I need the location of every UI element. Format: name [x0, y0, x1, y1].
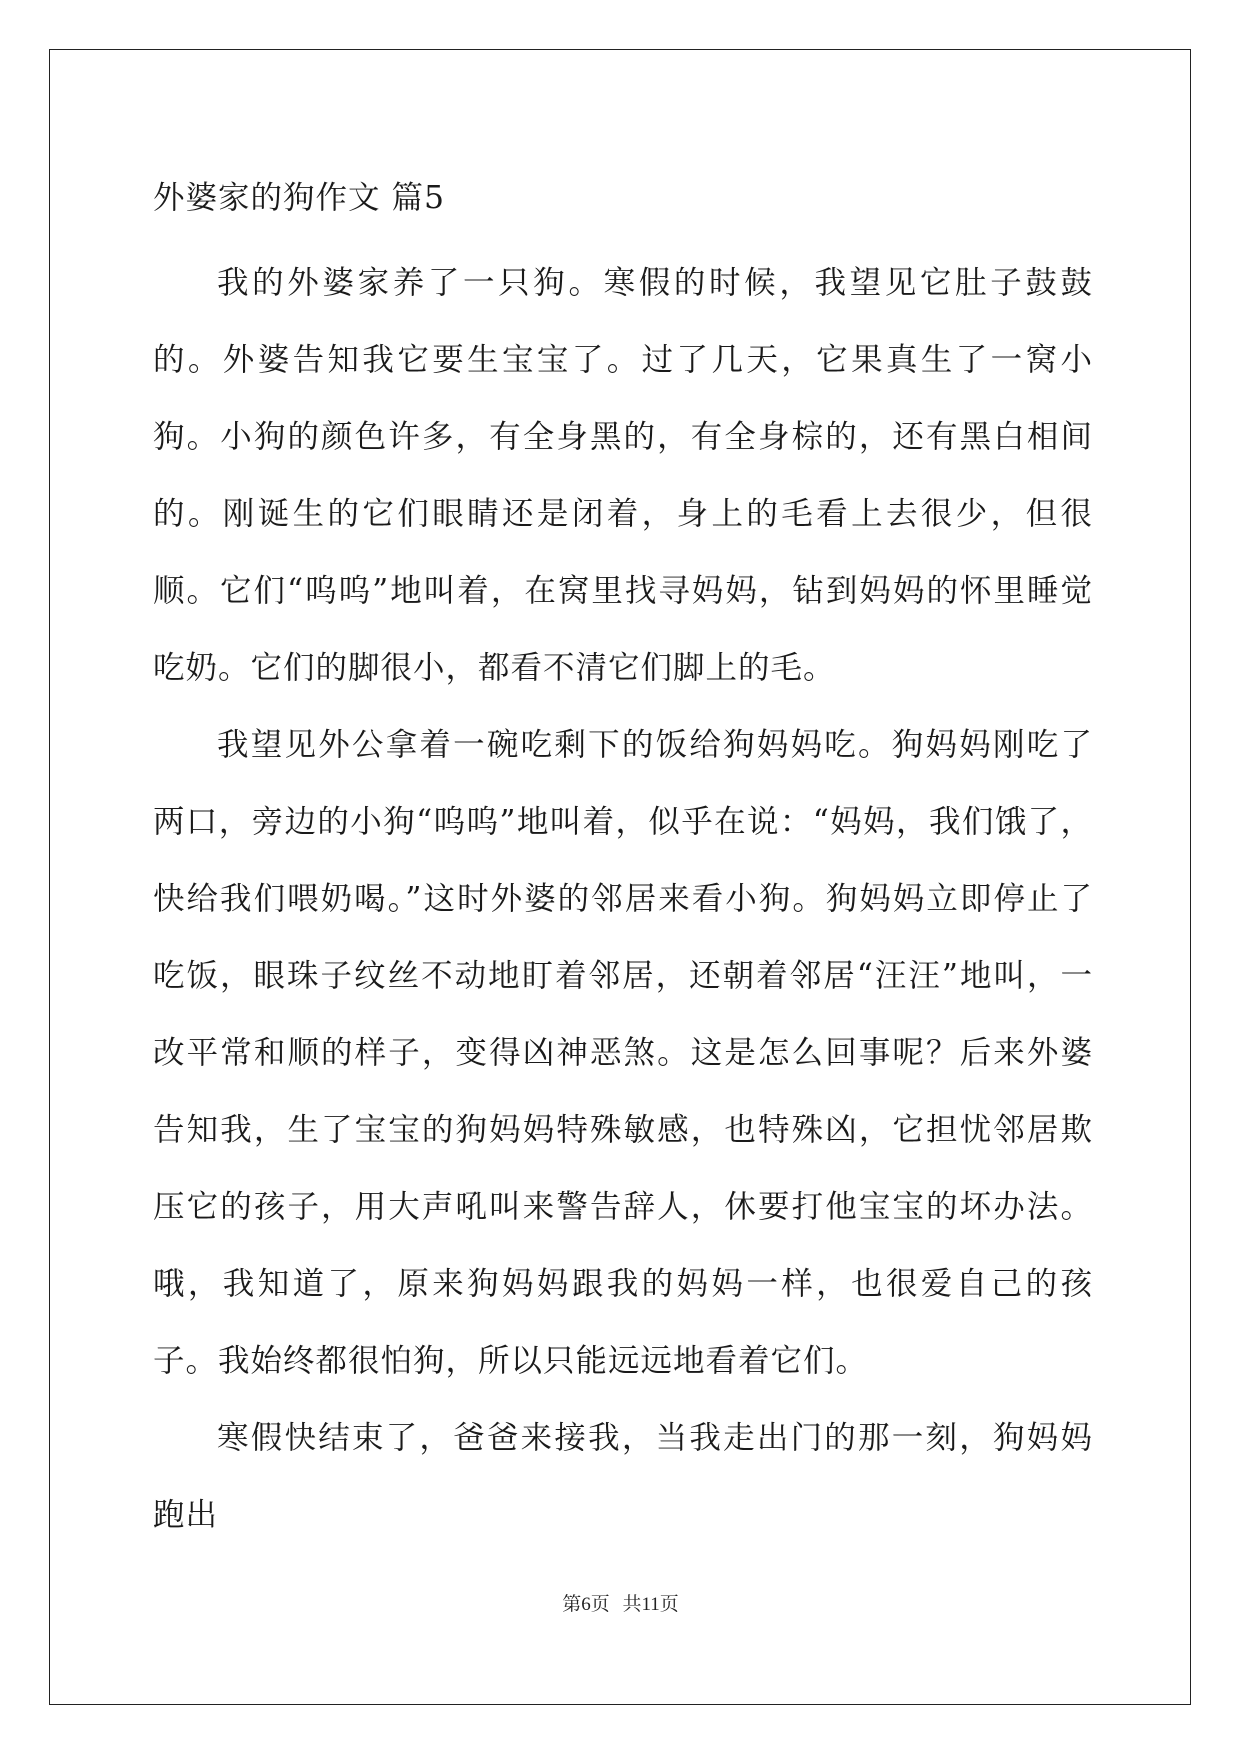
page-total: 共11页 — [622, 1594, 679, 1615]
paragraph: 我的外婆家养了一只狗。寒假的时候，我望见它肚子鼓鼓的。外婆告知我它要生宝宝了。过了几天，它果真生了一窝小狗。小狗的颜色许多，有全身黑的，有全身棕的，还有黑白相间的。刚诞生的它们眼睛还是闭着，身上的毛看上去很少，但很顺。它们“呜呜”地叫着，在窝里找寻妈妈，钻到妈妈的怀里睡觉吃奶。它们的脚很小，都看不清它们脚上的毛。 — [153, 265, 1093, 686]
page-footer — [0, 1589, 1241, 1616]
page-number: 第6页 — [562, 1594, 610, 1615]
document-body — [153, 160, 1093, 1554]
paragraph: 寒假快结束了，爸爸来接我，当我走出门的那一刻，狗妈妈跑出 — [153, 1420, 1093, 1533]
document-title: 外婆家的狗作文 篇5 — [153, 180, 446, 216]
paragraph: 我望见外公拿着一碗吃剩下的饭给狗妈妈吃。狗妈妈刚吃了两口，旁边的小狗“呜呜”地叫着，似乎在说：“妈妈，我们饿了，快给我们喂奶喝。”这时外婆的邻居来看小狗。狗妈妈立即停止了吃饭，眼珠子纹丝不动地盯着邻居，还朝着邻居“汪汪”地叫，一改平常和顺的样子，变得凶神恶煞。这是怎么回事呢？后来外婆告知我，生了宝宝的狗妈妈特殊敏感，也特殊凶，它担忧邻居欺压它的孩子，用大声吼叫来警告辞人，休要打他宝宝的坏办法。哦，我知道了，原来狗妈妈跟我的妈妈一样，也很爱自己的孩子。我始终都很怕狗，所以只能远远地看着它们。 — [153, 727, 1093, 1379]
